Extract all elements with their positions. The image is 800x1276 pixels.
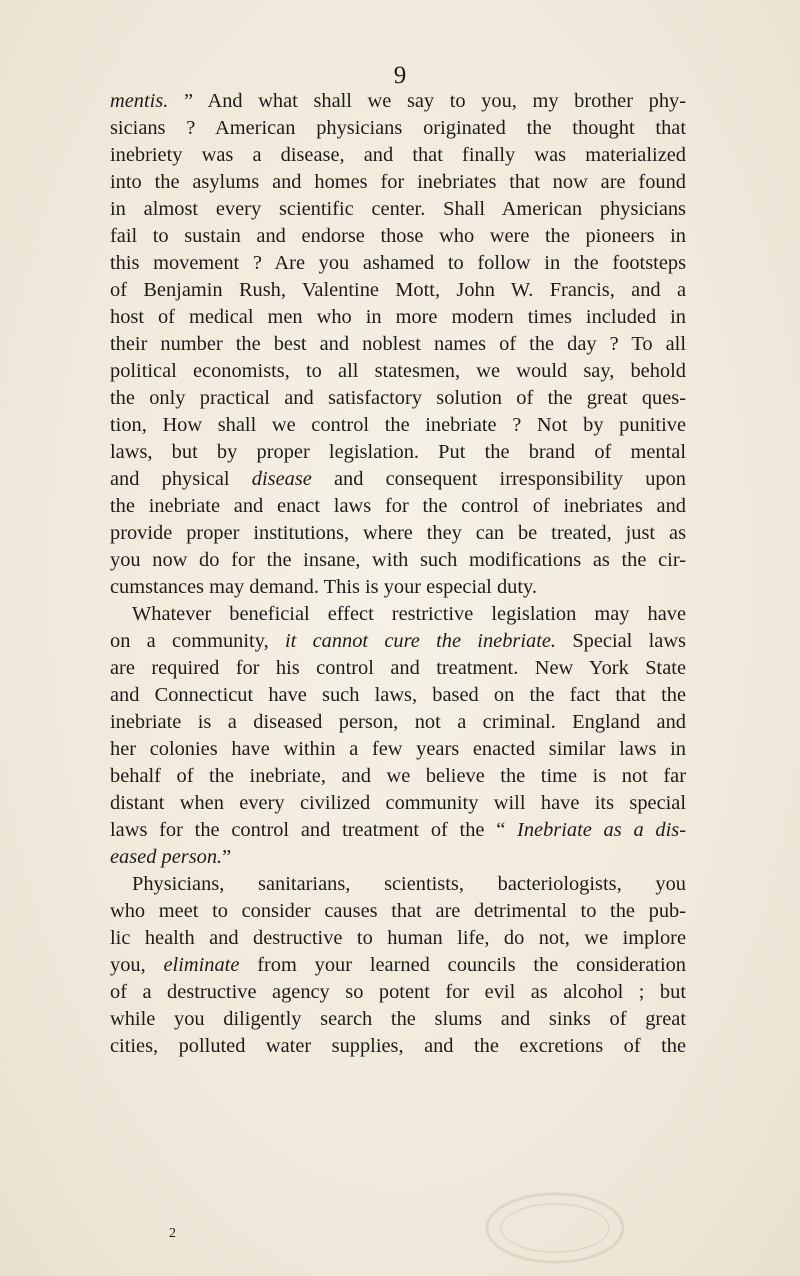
text-run: political economists, to all statesmen, we would say, behold <box>110 360 686 382</box>
text-line <box>110 952 686 979</box>
italic-text: it cannot cure the inebriate. <box>284 630 557 652</box>
text-line <box>110 601 686 628</box>
text-line <box>110 520 686 547</box>
italic-text: mentis. <box>110 90 184 112</box>
text-line <box>110 88 686 115</box>
text-run: from your learned councils the consideration <box>239 954 686 976</box>
text-line <box>110 115 686 142</box>
text-line <box>110 1033 686 1060</box>
text-line <box>110 412 686 439</box>
signature-number: 2 <box>169 1226 176 1241</box>
text-run: their number the best and noblest names of the day ? To all <box>110 333 686 355</box>
text-line <box>110 925 686 952</box>
text-line <box>110 1006 686 1033</box>
text-line <box>110 898 686 925</box>
text-line <box>110 655 686 682</box>
text-run: host of medical men who in more modern times included in <box>110 306 686 328</box>
text-run: into the asylums and homes for inebriates that now are found <box>110 171 686 193</box>
text-line <box>110 574 686 601</box>
text-run: you, <box>110 954 164 976</box>
text-run: and consequent irresponsibility upon <box>311 468 686 490</box>
text-line <box>110 142 686 169</box>
body-text <box>110 88 686 1060</box>
text-line <box>110 169 686 196</box>
text-line <box>110 358 686 385</box>
text-run: sicians ? American physicians originated the thought that <box>110 117 686 139</box>
text-run: Special laws <box>556 630 686 652</box>
text-run: of Benjamin Rush, Valentine Mott, John W. Francis, and a <box>110 279 686 301</box>
page-number: 9 <box>393 62 407 89</box>
text-line <box>110 979 686 1006</box>
text-line <box>110 844 686 871</box>
text-run: the only practical and satisfactory solution of the great ques- <box>110 387 686 409</box>
text-run: ” And what shall we say to you, my brother phy- <box>183 90 686 112</box>
text-run: cities, polluted water supplies, and the excretions of the <box>110 1035 686 1057</box>
text-run: while you diligently search the slums and sinks of great <box>110 1008 686 1030</box>
text-run: Whatever beneficial effect restrictive legislation may have <box>132 603 686 625</box>
italic-text: Inebriate as a dis- <box>517 819 686 841</box>
text-run: ” <box>222 846 232 868</box>
text-run: the inebriate and enact laws for the control of inebriates and <box>110 495 686 517</box>
text-line <box>110 628 686 655</box>
text-line <box>110 304 686 331</box>
text-run: you now do for the insane, with such modifications as the cir- <box>110 549 686 571</box>
text-line <box>110 466 686 493</box>
text-line <box>110 790 686 817</box>
text-run: in almost every scientific center. Shall American physicians <box>110 198 686 220</box>
text-run: inebriety was a disease, and that finally was materialized <box>110 144 686 166</box>
text-run: laws for the control and treatment of the “ <box>110 819 518 841</box>
italic-text: eliminate <box>163 954 240 976</box>
text-line <box>110 223 686 250</box>
text-line <box>110 277 686 304</box>
text-run: tion, How shall we control the inebriate ? Not by punitive <box>110 414 686 436</box>
text-run: cumstances may demand. This is your especial duty. <box>110 576 537 598</box>
text-line <box>110 493 686 520</box>
text-run: and physical <box>110 468 252 490</box>
text-run: inebriate is a diseased person, not a criminal. England and <box>110 711 686 733</box>
text-run: laws, but by proper legislation. Put the brand of mental <box>110 441 686 463</box>
text-line <box>110 817 686 844</box>
text-line <box>110 385 686 412</box>
text-line <box>110 196 686 223</box>
text-line <box>110 682 686 709</box>
text-run: lic health and destructive to human life, do not, we implore <box>110 927 686 949</box>
text-run: of a destructive agency so potent for evil as alcohol ; but <box>110 981 686 1003</box>
italic-text: disease <box>251 468 312 490</box>
text-run: Physicians, sanitarians, scientists, bacteriologists, you <box>132 873 686 895</box>
text-run: fail to sustain and endorse those who were the pioneers in <box>110 225 686 247</box>
text-run: and Connecticut have such laws, based on the fact that the <box>110 684 686 706</box>
library-stamp-ghost <box>480 1188 630 1268</box>
text-line <box>110 250 686 277</box>
text-run: provide proper institutions, where they can be treated, just as <box>110 522 686 544</box>
text-run: this movement ? Are you ashamed to follow in the footsteps <box>110 252 686 274</box>
text-run: her colonies have within a few years enacted similar laws in <box>110 738 686 760</box>
text-run: are required for his control and treatment. New York State <box>110 657 686 679</box>
text-line <box>110 331 686 358</box>
text-run: who meet to consider causes that are detrimental to the pub- <box>110 900 686 922</box>
text-run: distant when every civilized community will have its special <box>110 792 686 814</box>
text-line <box>110 871 686 898</box>
text-line <box>110 736 686 763</box>
text-line <box>110 709 686 736</box>
text-line <box>110 763 686 790</box>
text-line <box>110 547 686 574</box>
text-run: on a community, <box>110 630 285 652</box>
text-line <box>110 439 686 466</box>
text-run: behalf of the inebriate, and we believe the time is not far <box>110 765 686 787</box>
italic-text: eased person. <box>110 846 223 868</box>
